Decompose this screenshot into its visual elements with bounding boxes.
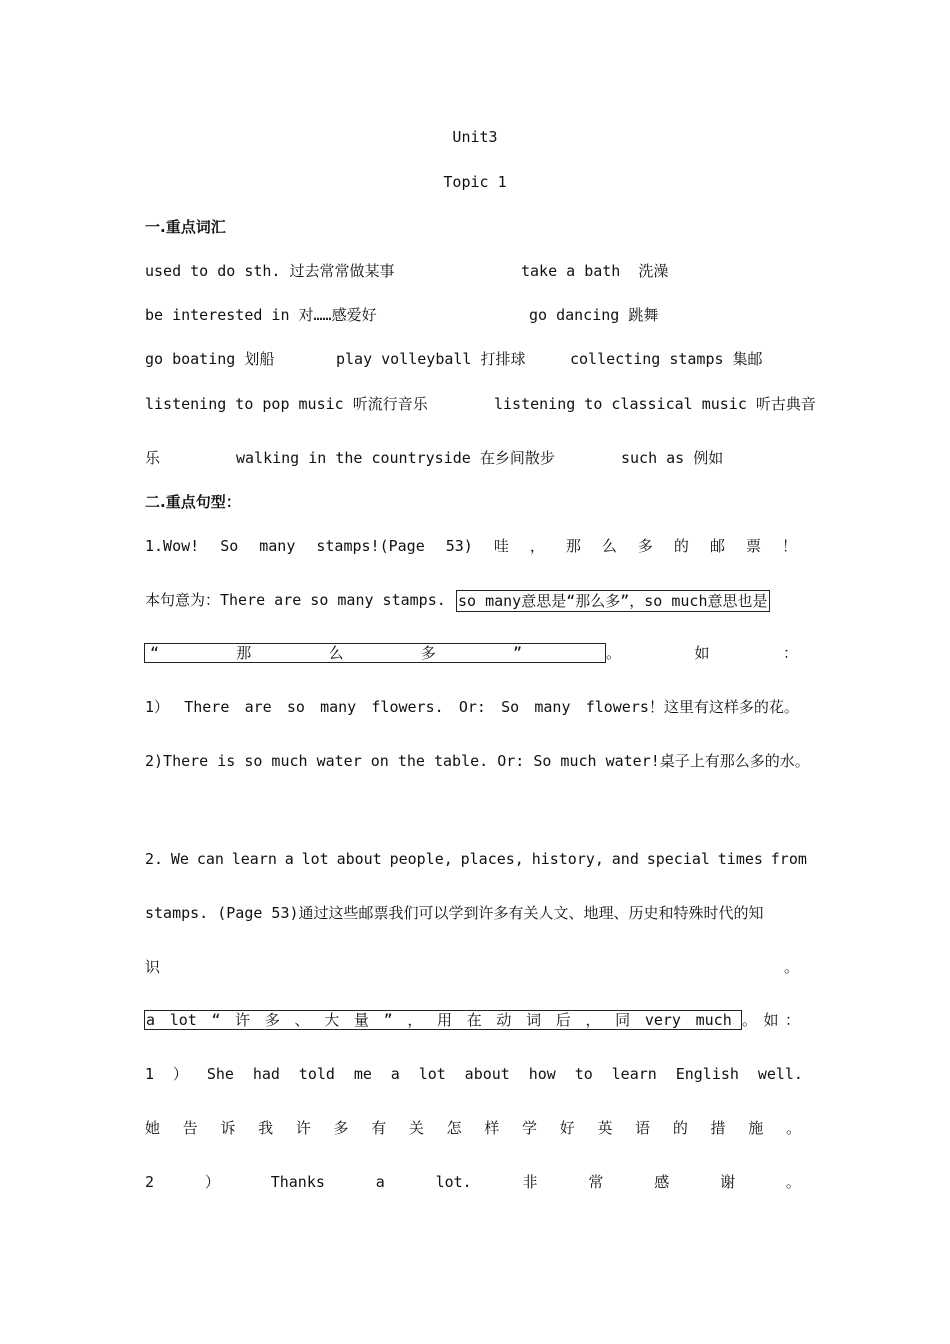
example-line: 1 ） She had told me a lot about how to learn English well.	[145, 1065, 803, 1083]
explanation-line: 本句意为：There are so many stamps.	[145, 591, 446, 609]
vocab-item: walking in the countryside 在乡间散步	[236, 449, 555, 467]
vocab-item: listening to classical music 听古典音	[494, 395, 816, 413]
doc-subtitle: Topic 1	[443, 173, 507, 191]
example-line: 1） There are so many flowers. Or: So many flowers！这里有这样多的花。	[145, 698, 799, 716]
sentence-line: 识 。	[145, 958, 799, 976]
doc-title: Unit3	[452, 128, 498, 146]
vocab-item: listening to pop music 听流行音乐	[145, 395, 428, 413]
boxed-note: so many意思是“那么多”，so much意思也是	[458, 592, 768, 610]
vocab-item: collecting stamps 集邮	[570, 350, 763, 368]
boxed-note-text: a lot “ 许 多 、 大 量 ” ， 用 在 动 词 后 ， 同 very much	[146, 1011, 732, 1029]
vocab-item: go boating 划船	[145, 350, 275, 368]
vocab-item: go dancing 跳舞	[529, 306, 659, 324]
vocab-item: be interested in 对……感爱好	[145, 306, 377, 324]
example-line: 她 告 诉 我 许 多 有 关 怎 样 学 好 英 语 的 措 施 。	[145, 1119, 801, 1137]
example-line: 2)There is so much water on the table. Or: So much water!桌子上有那么多的水。	[145, 752, 810, 770]
sentence-line: stamps. (Page 53)通过这些邮票我们可以学到许多有关人文、地理、历史和特殊时代的知	[145, 904, 764, 922]
vocab-item: take a bath 洗澡	[521, 262, 669, 280]
explanation-line: 。 如 ：	[742, 1011, 800, 1029]
explanation-line: 。 如 ：	[606, 644, 798, 662]
sentence-line: 1.Wow! So many stamps!(Page 53) 哇 ， 那 么 多 的 邮 票 ！	[145, 537, 797, 555]
boxed-note-text: “ 那 么 多 ”	[150, 644, 522, 662]
sentence-line: 2. We can learn a lot about people, places, history, and special times from	[145, 850, 807, 868]
vocab-item: such as 例如	[621, 449, 724, 467]
example-line: 2 ） Thanks a lot. 非 常 感 谢 。	[145, 1173, 801, 1191]
vocab-item: used to do sth. 过去常常做某事	[145, 262, 395, 280]
section2-heading: 二.重点句型：	[145, 493, 241, 511]
vocab-item: 乐	[145, 449, 161, 467]
vocab-item: play volleyball 打排球	[336, 350, 526, 368]
section1-heading: 一.重点词汇	[145, 218, 226, 236]
